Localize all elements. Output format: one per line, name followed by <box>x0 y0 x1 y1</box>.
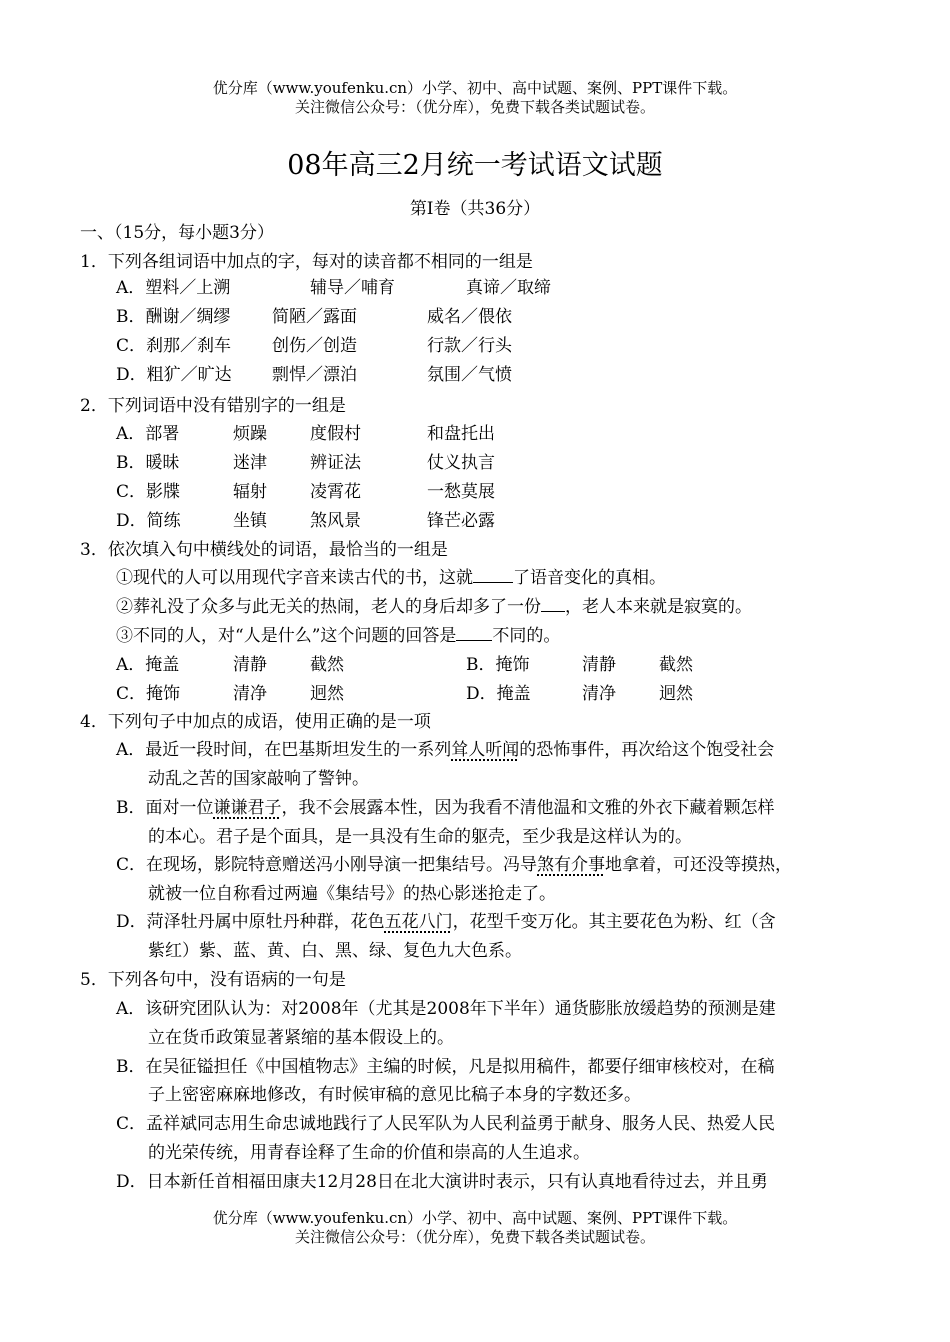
q1-option-c-item-2: 创伤／创造 <box>272 336 357 356</box>
q4-d-idiom: 五花八门 <box>384 912 453 932</box>
q1-option-b-item-2: 简陋／露面 <box>272 307 357 327</box>
q1-option-a-item-3: 真谛／取缔 <box>466 278 551 298</box>
q5-option-a-cont: 立在货币政策显著紧缩的基本假设上的。 <box>148 1028 454 1048</box>
page-title: 08年高三2月统一考试语文试题 <box>287 150 663 181</box>
q3-a-2: 清静 <box>233 655 267 675</box>
q3-sentence-3: ③不同的人，对“人是什么”这个问题的回答是 不同的。 <box>116 626 561 646</box>
q4-a-idiom: 耸人听闻 <box>451 740 520 760</box>
q1-option-c-item-1: C．刹那／刹车 <box>116 336 232 356</box>
q2-c-word-1: C．影牒 <box>116 482 181 502</box>
q2-a-word-1: A．部署 <box>116 424 180 444</box>
q4-c-idiom: 煞有介事 <box>537 855 606 875</box>
question-4-stem: 4．下列句子中加点的成语，使用正确的是一项 <box>80 712 431 732</box>
q5-option-c: C．孟祥斌同志用生命忠诚地践行了人民军队为人民利益勇于献身、服务人民、热爱人民 <box>116 1114 776 1134</box>
q3-c-2: 清净 <box>233 684 267 704</box>
q2-d-word-1: D．简练 <box>116 511 181 531</box>
q4-b-idiom: 谦谦君子 <box>213 798 282 818</box>
q2-b-word-4: 仗义执言 <box>427 453 495 473</box>
page-subtitle: 第Ⅰ卷（共36分） <box>409 199 541 219</box>
fill-blank-2 <box>541 596 565 612</box>
q2-a-word-2: 烦躁 <box>233 424 267 444</box>
q3-b-3: 截然 <box>659 655 693 675</box>
q3-b-1: B．掩饰 <box>466 655 530 675</box>
page-footer <box>0 1209 950 1247</box>
q5-option-a: A．该研究团队认为：对2008年（尤其是2008年下半年）通货膨胀放缓趋势的预测是建 <box>116 999 776 1019</box>
q5-option-d: D．日本新任首相福田康夫12月28日在北大演讲时表示，只有认真地看待过去，并且勇 <box>116 1172 768 1192</box>
q2-b-word-2: 迷津 <box>233 453 267 473</box>
fill-blank-3 <box>456 625 492 641</box>
q3-b-2: 清静 <box>582 655 616 675</box>
q2-a-word-4: 和盘托出 <box>427 424 495 444</box>
q3-d-1: D．掩盖 <box>466 684 531 704</box>
question-2-stem: 2．下列词语中没有错别字的一组是 <box>80 396 346 416</box>
q2-c-word-4: 一愁莫展 <box>427 482 495 502</box>
q3-a-1: A．掩盖 <box>116 655 180 675</box>
header-line-1: 优分库（www.youfenku.cn）小学、初中、高中试题、案例、PPT课件下载。 <box>212 79 738 97</box>
q3-sentence-2: ②葬礼没了众多与此无关的热闹，老人的身后却多了一份 ，老人本来就是寂寞的。 <box>116 597 752 617</box>
q2-c-word-3: 凌霄花 <box>310 482 361 502</box>
q2-b-word-1: B．暖昧 <box>116 453 180 473</box>
question-5-stem: 5．下列各句中，没有语病的一句是 <box>80 970 346 990</box>
q1-option-c-item-3: 行款／行头 <box>427 336 512 356</box>
q1-option-b-item-1: B．酬谢／绸缪 <box>116 307 231 327</box>
footer-line-2: 关注微信公众号：（优分库），免费下载各类试题试卷。 <box>294 1228 655 1246</box>
q4-option-a: A．最近一段时间，在巴基斯坦发生的一系列耸人听闻的恐怖事件，再次给这个饱受社会 <box>116 740 775 760</box>
q1-option-d-item-1: D．粗犷／旷达 <box>116 365 232 385</box>
q2-d-word-4: 锋芒必露 <box>427 511 495 531</box>
q1-option-d-item-3: 氛围／气愤 <box>427 365 512 385</box>
q1-option-d-item-2: 剽悍／漂泊 <box>272 365 357 385</box>
question-3-stem: 3．依次填入句中横线处的词语，最恰当的一组是 <box>80 540 448 560</box>
fill-blank-1 <box>473 567 513 583</box>
q2-c-word-2: 辐射 <box>233 482 267 502</box>
q3-a-3: 截然 <box>310 655 344 675</box>
q1-option-a-item-1: A．塑料／上溯 <box>116 278 231 298</box>
q4-option-b: B．面对一位谦谦君子，我不会展露本性，因为我看不清他温和文雅的外衣下藏着颗怎样 <box>116 798 775 818</box>
q4-option-d-cont: 紫红）紫、蓝、黄、白、黑、绿、复色九大色系。 <box>148 941 522 961</box>
q3-d-3: 迥然 <box>659 684 693 704</box>
q2-d-word-3: 煞风景 <box>310 511 361 531</box>
q3-c-3: 迥然 <box>310 684 344 704</box>
section-heading: 一、（15分，每小题3分） <box>80 223 274 243</box>
q3-c-1: C．掩饰 <box>116 684 181 704</box>
q3-sentence-1: ①现代的人可以用现代字音来读古代的书，这就 了语音变化的真相。 <box>116 568 666 588</box>
q1-option-a-item-2: 辅导／哺育 <box>310 278 395 298</box>
header-line-2: 关注微信公众号：（优分库），免费下载各类试题试卷。 <box>294 98 655 116</box>
q4-option-c-cont: 就被一位自称看过两遍《集结号》的热心影迷抢走了。 <box>148 884 556 904</box>
page-header <box>0 79 950 117</box>
q4-option-b-cont: 的本心。君子是个面具，是一具没有生命的躯壳，至少我是这样认为的。 <box>148 827 692 847</box>
q4-option-d: D．菏泽牡丹属中原牡丹种群，花色五花八门，花型千变万化。其主要花色为粉、红（含 <box>116 912 776 932</box>
question-1-stem: 1．下列各组词语中加点的字，每对的读音都不相同的一组是 <box>80 252 533 272</box>
q2-d-word-2: 坐镇 <box>233 511 267 531</box>
q4-option-a-cont: 动乱之苦的国家敲响了警钟。 <box>148 769 369 789</box>
q5-option-c-cont: 的光荣传统，用青春诠释了生命的价值和崇高的人生追求。 <box>148 1143 590 1163</box>
q5-option-b: B．在吴征镒担任《中国植物志》主编的时候，凡是拟用稿件，都要仔细审核校对，在稿 <box>116 1057 775 1077</box>
q2-a-word-3: 度假村 <box>310 424 361 444</box>
q2-b-word-3: 辨证法 <box>310 453 361 473</box>
q5-option-b-cont: 子上密密麻麻地修改，有时候审稿的意见比稿子本身的字数还多。 <box>148 1085 641 1105</box>
q4-option-c: C．在现场，影院特意赠送冯小刚导演一把集结号。冯导煞有介事地拿着，可还没等摸热， <box>116 855 793 875</box>
footer-line-1: 优分库（www.youfenku.cn）小学、初中、高中试题、案例、PPT课件下载。 <box>212 1209 738 1227</box>
q1-option-b-item-3: 威名／偎依 <box>427 307 512 327</box>
q3-d-2: 清净 <box>582 684 616 704</box>
